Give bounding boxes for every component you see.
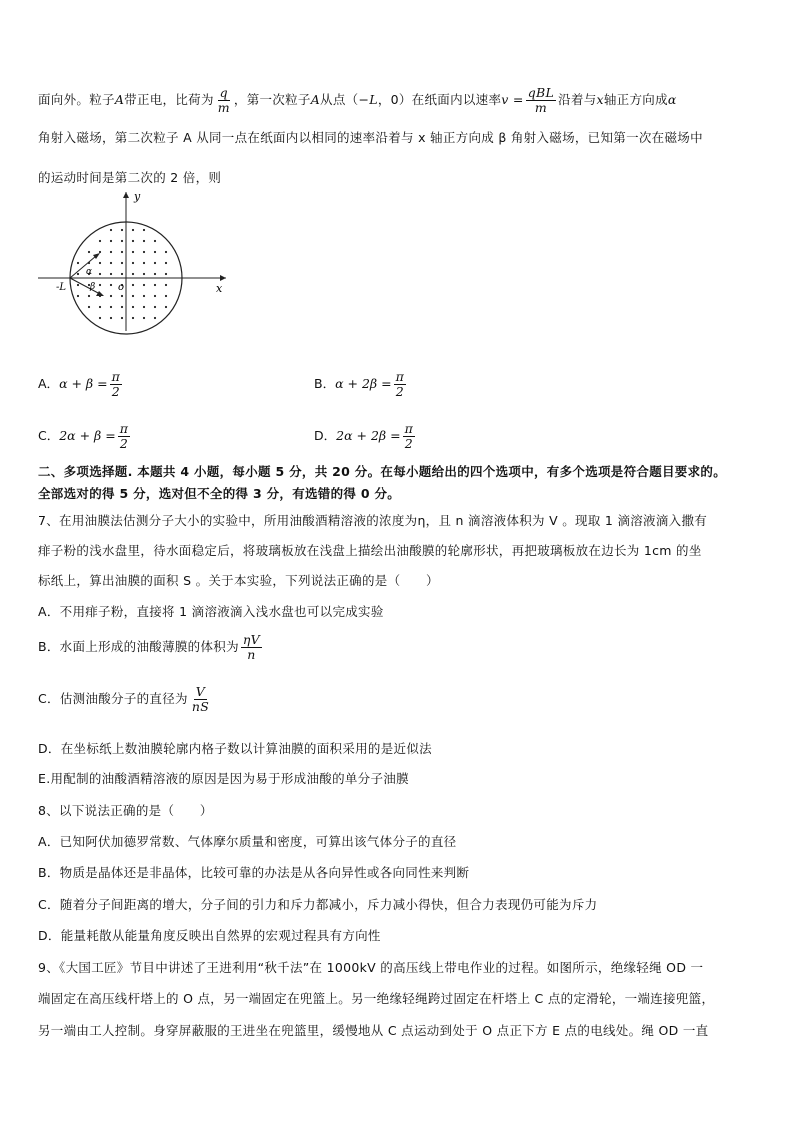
field-dot [88, 306, 90, 308]
axis-symbol: x [596, 92, 604, 107]
q8-option-a: A．已知阿伏加德罗常数、气体摩尔质量和密度，可算出该气体分子的直径 [38, 834, 457, 849]
y-axis-label: y [134, 190, 141, 203]
field-dot [132, 240, 134, 242]
angle-symbol: α [667, 92, 677, 107]
particle-label: A [114, 92, 125, 107]
field-dot [99, 273, 101, 275]
text: 带正电，比荷为 [124, 92, 214, 107]
field-dot [121, 240, 123, 242]
pi-over-two-fraction: $\frac{\pi}{2}$ [404, 421, 413, 451]
charge-mass-fraction: $\frac{q}{m}$ [217, 85, 230, 115]
field-dot [77, 273, 79, 275]
q9-line-3: 另一端由工人控制。身穿屏蔽服的王进坐在兜篮里，缓慢地从 C 点运动到处于 O 点正下方 E 点的电线处。绳 OD 一直 [38, 1023, 709, 1038]
field-dot [132, 229, 134, 231]
field-dot [154, 251, 156, 253]
field-dot [110, 240, 112, 242]
y-axis-arrow-icon [123, 192, 129, 198]
q6-option-b [314, 370, 408, 399]
option-expression: 2α + 2β = [336, 428, 401, 443]
q7-line-2: 痱子粉的浅水盘里，待水面稳定后，将玻璃板放在浅盘上描绘出油酸膜的轮廓形状，再把玻璃板放在边长为 1cm 的坐 [38, 543, 702, 558]
q6-line-3: 的运动时间是第二次的 2 倍，则 [38, 170, 222, 185]
velocity-symbol: v = [501, 92, 524, 107]
field-dot [99, 317, 101, 319]
q9-line-1: 9、《大国工匠》节目中讲述了王进利用“秋千法”在 1000kV 的高压线上带电作业的过程。如图所示，绝缘轻绳 OD 一 [38, 960, 704, 975]
option-expression: α + 2β = [335, 376, 392, 391]
field-dot [132, 295, 134, 297]
text: B．水面上形成的油酸薄膜的体积为 [38, 639, 239, 654]
q8-stem: 8、以下说法正确的是（ ） [38, 803, 213, 818]
field-dot [154, 240, 156, 242]
option-expression: α + β = [59, 376, 108, 391]
field-dot [143, 284, 145, 286]
q6-option-d [314, 422, 417, 451]
field-dot [143, 273, 145, 275]
magnetic-field-figure [38, 186, 238, 336]
text: 沿着与 [558, 92, 597, 107]
field-dot [110, 262, 112, 264]
field-dot [132, 251, 134, 253]
option-label: D． [314, 428, 337, 443]
q8-option-b: B．物质是晶体还是非晶体，比较可靠的办法是从各向异性或各向同性来判断 [38, 865, 470, 880]
q8-option-c: C．随着分子间距离的增大，分子间的引力和斥力都减小，斥力减小得快，但合力表现仍可能为斥力 [38, 897, 598, 912]
field-dot [154, 317, 156, 319]
field-dot [77, 295, 79, 297]
field-dot [121, 251, 123, 253]
x-axis-label: x [216, 282, 223, 295]
q7-option-c [38, 685, 213, 714]
text: 从点（ [320, 92, 359, 107]
section-2-header-2: 全部选对的得 5 分，选对但不全的得 3 分，有选错的得 0 分。 [38, 486, 401, 501]
field-dot [110, 229, 112, 231]
q7-line-3: 标纸上，算出油膜的面积 S 。关于本实验，下列说法正确的是（ ） [38, 573, 439, 588]
field-dot [165, 284, 167, 286]
field-dot [132, 262, 134, 264]
field-dot [121, 229, 123, 231]
option-label: A． [38, 376, 60, 391]
origin-label: o [118, 282, 125, 293]
field-dot [143, 251, 145, 253]
option-label: B． [314, 376, 336, 391]
alpha-label: α [86, 267, 93, 277]
field-dot [99, 262, 101, 264]
field-dot [88, 295, 90, 297]
field-dot [110, 251, 112, 253]
velocity-arrow-alpha [70, 256, 96, 278]
field-dot [110, 273, 112, 275]
field-dot [77, 262, 79, 264]
section-2-header-1: 二、多项选择题. 本题共 4 小题，每小题 5 分，共 20 分。在每小题给出的四个选项中，有多个选项是符合题目要求的。 [38, 464, 727, 479]
particle-label: A [310, 92, 321, 107]
q8-option-d: D．能量耗散从能量角度反映出自然界的宏观过程具有方向性 [38, 928, 381, 943]
pi-over-two-fraction: $\frac{\pi}{2}$ [119, 421, 128, 451]
x-axis-arrow-icon [220, 275, 226, 281]
field-dot [143, 229, 145, 231]
field-dot [143, 295, 145, 297]
field-dot [88, 251, 90, 253]
field-dot [143, 306, 145, 308]
velocity-fraction: $\frac{\text{qBL}}{m}$ [527, 85, 555, 115]
field-dot [165, 262, 167, 264]
field-dot [121, 295, 123, 297]
q7-line-1: 7、在用油膜法估测分子大小的实验中，所用油酸酒精溶液的浓度为η，且 n 滴溶液体积为 V 。现取 1 滴溶液滴入撒有 [38, 513, 708, 528]
field-dot [110, 284, 112, 286]
text: ，第一次粒子 [233, 92, 311, 107]
field-dot [77, 284, 79, 286]
field-dot [121, 262, 123, 264]
q6-option-a [38, 370, 124, 399]
field-dot [99, 306, 101, 308]
q6-option-c [38, 422, 132, 451]
field-dot [154, 284, 156, 286]
field-dot [121, 273, 123, 275]
diameter-fraction: $\frac{V}{nS}$ [191, 684, 210, 714]
beta-label: β [90, 282, 96, 292]
field-dot [165, 306, 167, 308]
field-dot [99, 284, 101, 286]
neg-l-label: -L [56, 282, 67, 293]
option-label: C． [38, 428, 60, 443]
pi-over-two-fraction: $\frac{\pi}{2}$ [111, 369, 120, 399]
field-dot [143, 317, 145, 319]
pi-over-two-fraction: $\frac{\pi}{2}$ [395, 369, 404, 399]
field-dot [121, 306, 123, 308]
arrowhead-icon [96, 291, 104, 296]
field-dot [143, 262, 145, 264]
field-dot [132, 284, 134, 286]
field-dot [165, 295, 167, 297]
text: 轴正方向成 [603, 92, 668, 107]
field-dot [143, 240, 145, 242]
field-dot [154, 262, 156, 264]
field-dot [99, 251, 101, 253]
text: 面向外。粒子 [38, 92, 115, 107]
point-coordinate: −L [358, 92, 378, 107]
field-dot [154, 295, 156, 297]
q6-line-2: 角射入磁场，第二次粒子 A 从同一点在纸面内以相同的速率沿着与 x 轴正方向成 β 角射入磁场，已知第一次在磁场中 [38, 130, 703, 145]
field-dot [110, 306, 112, 308]
field-dot [110, 317, 112, 319]
q7-option-d: D．在坐标纸上数油膜轮廓内格子数以计算油膜的面积采用的是近似法 [38, 741, 432, 756]
field-dot [154, 273, 156, 275]
field-dot [121, 317, 123, 319]
field-dot [132, 306, 134, 308]
text: C．估测油酸分子的直径为 [38, 691, 188, 706]
field-dot [110, 295, 112, 297]
option-expression: 2α + β = [59, 428, 116, 443]
q7-option-e: E.用配制的油酸酒精溶液的原因是因为易于形成油酸的单分子油膜 [38, 771, 409, 786]
q7-option-a: A．不用痱子粉，直接将 1 滴溶液滴入浅水盘也可以完成实验 [38, 604, 384, 619]
field-dot [132, 273, 134, 275]
film-volume-fraction: $\frac{\eta V}{n}$ [242, 632, 261, 662]
q9-line-2: 端固定在高压线杆塔上的 O 点，另一端固定在兜篮上。另一绝缘轻绳跨过固定在杆塔上 C 点的定滑轮，一端连接兜篮， [38, 991, 715, 1006]
velocity-arrow-beta [70, 278, 100, 294]
field-dot [165, 273, 167, 275]
field-dot [165, 251, 167, 253]
field-dot [99, 240, 101, 242]
q7-option-b [38, 633, 264, 662]
text: ，0）在纸面内以速率 [377, 92, 502, 107]
field-dot [154, 306, 156, 308]
q6-line-1 [38, 86, 677, 115]
field-dot [132, 317, 134, 319]
